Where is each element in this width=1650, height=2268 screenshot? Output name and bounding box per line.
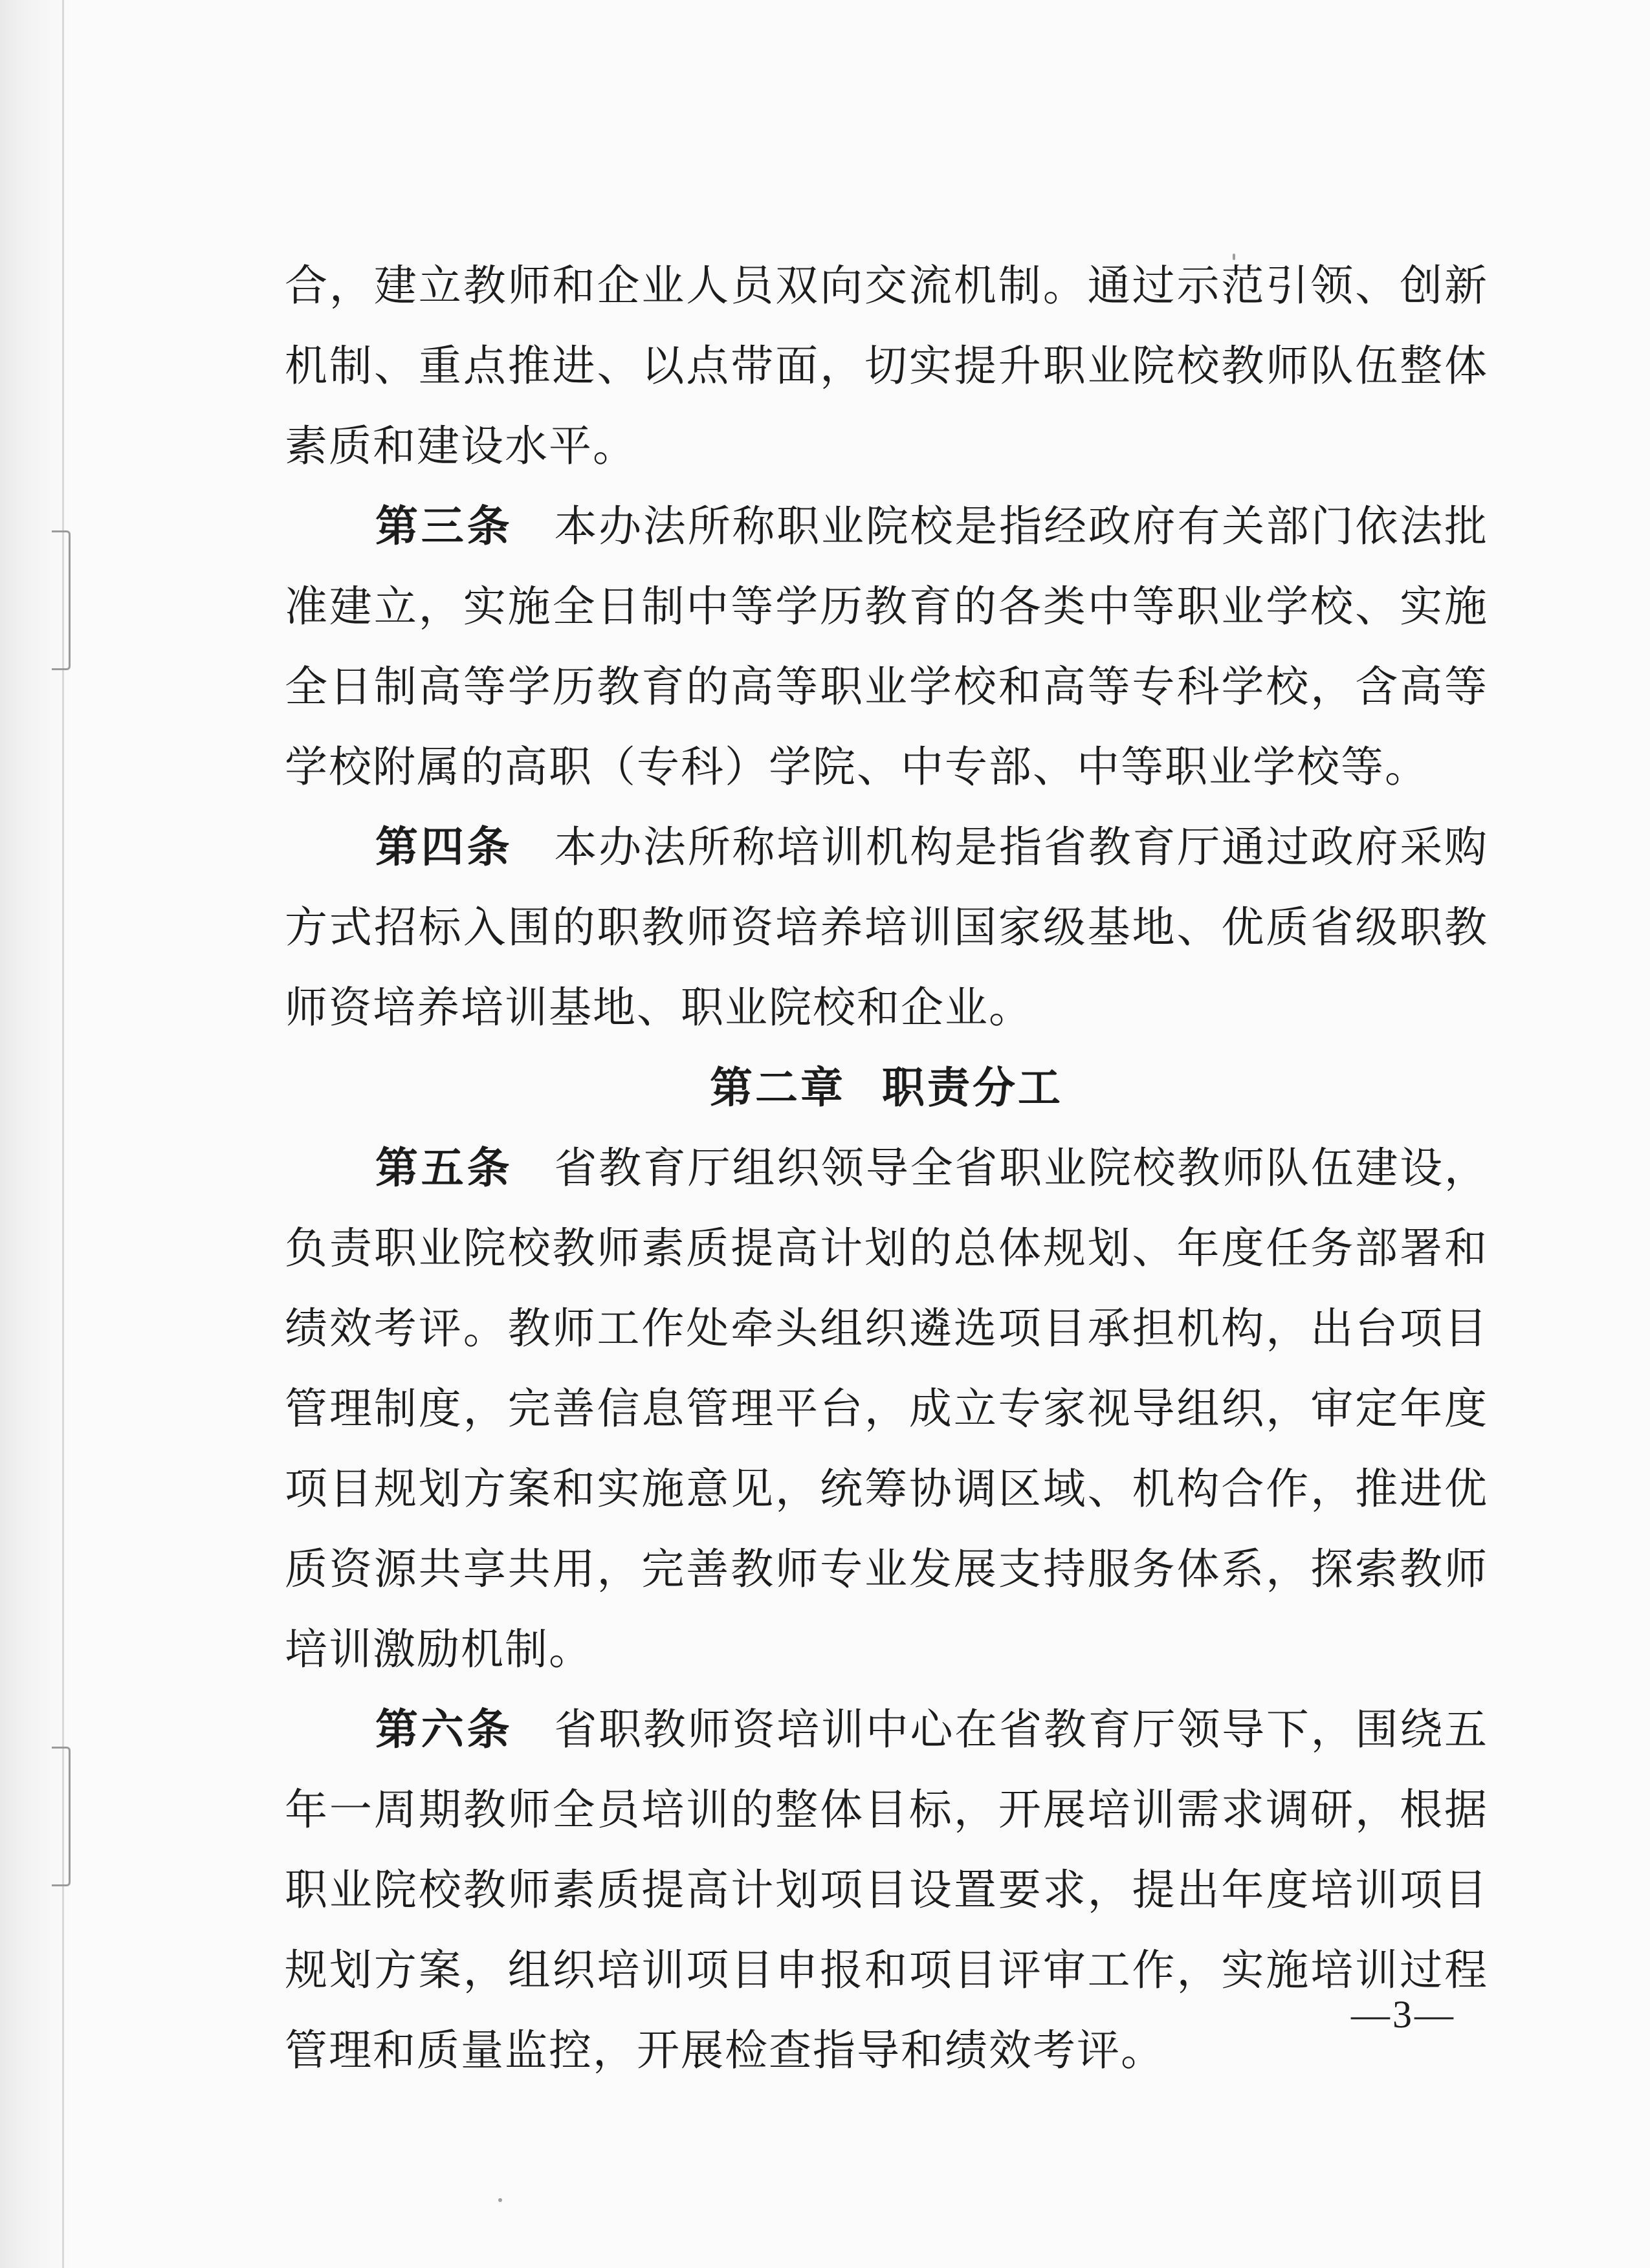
chapter-heading bbox=[285, 1048, 1488, 1128]
article-4-text: 本办法所称培训机构是指省教育厅通过政府采购方式招标入围的职教师资培养培训国家级基地、优质省级职教师资培养培训基地、职业院校和企业。 bbox=[285, 822, 1489, 1032]
article-6-label: 第六条 bbox=[375, 1705, 513, 1754]
binding-line bbox=[62, 0, 64, 2268]
article-5-label: 第五条 bbox=[375, 1143, 513, 1193]
paragraph-continuation: 合，建立教师和企业人员双向交流机制。通过示范引领、创新机制、重点推进、以点带面，切实提升职业院校教师队伍整体素质和建设水平。 bbox=[285, 261, 1488, 471]
article-3-text: 本办法所称职业院校是指经政府有关部门依法批准建立，实施全日制中等学历教育的各类中等职业学校、实施全日制高等学历教育的高等职业学校和高等专科学校，含高等学校附属的高职（专科）学院、中专部、中等职业学校等。 bbox=[285, 501, 1489, 792]
scan-speck bbox=[1233, 254, 1235, 260]
binding-edge bbox=[0, 0, 71, 2268]
article-4-label: 第四条 bbox=[375, 822, 513, 872]
article-3-label: 第三条 bbox=[375, 501, 513, 551]
staple-mark-top bbox=[52, 530, 71, 670]
page-number: —3— bbox=[1351, 1993, 1456, 2036]
article-3 bbox=[285, 486, 1488, 807]
chapter-title: 职责分工 bbox=[882, 1063, 1063, 1113]
chapter-number: 第二章 bbox=[710, 1063, 846, 1113]
article-6-text: 省职教师资培训中心在省教育厅领导下，围绕五年一周期教师全员培训的整体目标，开展培训需求调研，根据职业院校教师素质提高计划项目设置要求，提出年度培训项目规划方案，组织培训项目申报和项目评审工作，实施培训过程管理和质量监控，开展检查指导和绩效考评。 bbox=[285, 1705, 1489, 2075]
article-5-text: 省教育厅组织领导全省职业院校教师队伍建设，负责职业院校教师素质提高计划的总体规划、年度任务部署和绩效考评。教师工作处牵头组织遴选项目承担机构，出台项目管理制度，完善信息管理平台，成立专家视导组织，审定年度项目规划方案和实施意见，统筹协调区域、机构合作，推进优质资源共享共用，完善教师专业发展支持服务体系，探索教师培训激励机制。 bbox=[285, 1143, 1489, 1674]
article-6 bbox=[285, 1690, 1488, 2091]
staple-mark-bottom bbox=[52, 1747, 71, 1886]
article-5 bbox=[285, 1128, 1488, 1690]
document-body bbox=[285, 246, 1488, 2091]
article-4 bbox=[285, 807, 1488, 1048]
scan-speck bbox=[498, 2198, 502, 2202]
